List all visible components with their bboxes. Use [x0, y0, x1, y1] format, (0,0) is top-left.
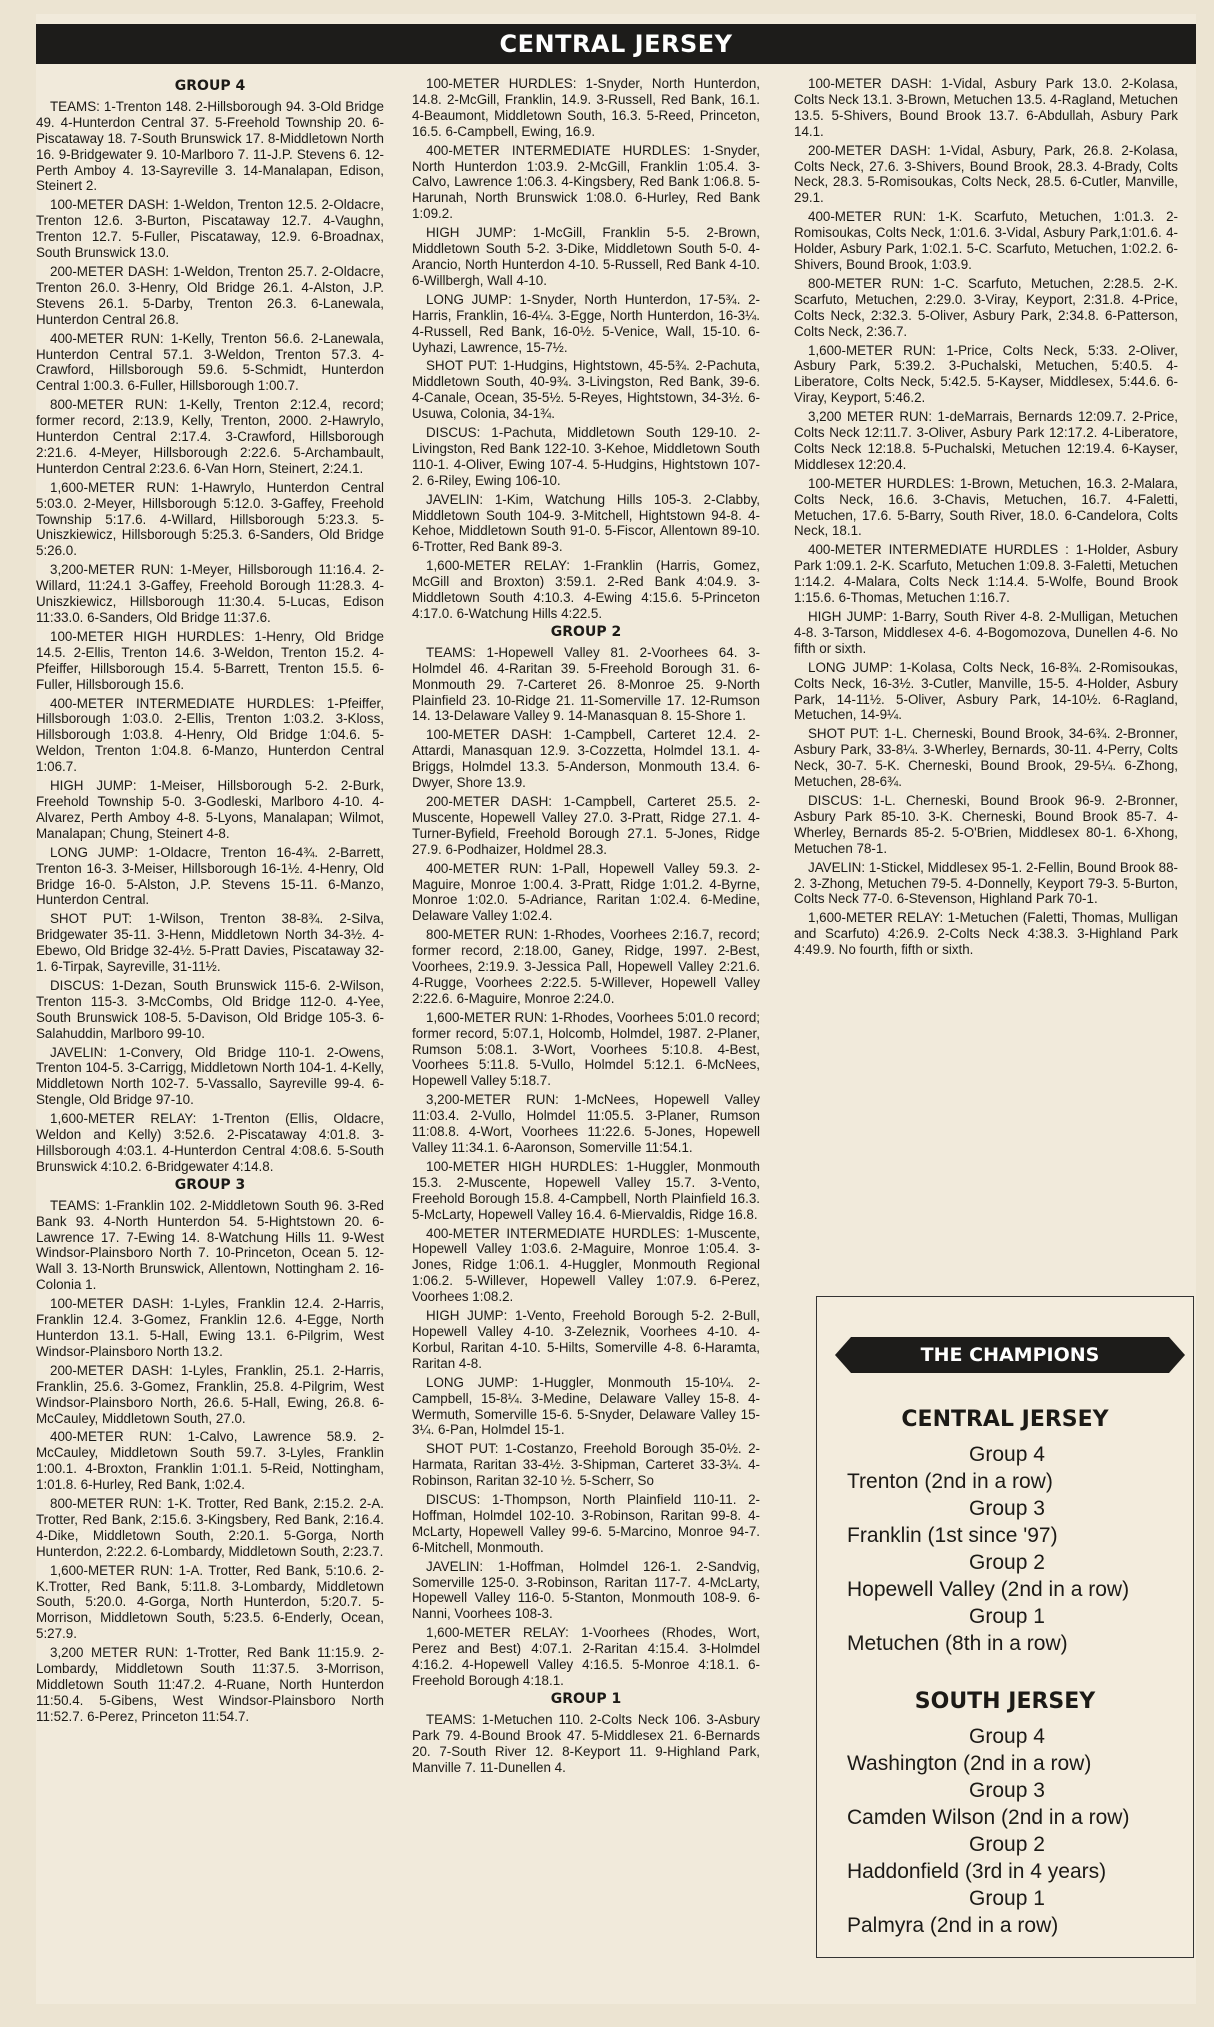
result-paragraph: 1,600-METER RUN: 1-Price, Colts Neck, 5:33. 2-Oliver, Asbury Park, 5:39.2. 3-Puchalski, Metuchen, 5:40.5. 4-Liberatore, Colts Neck, 5:42.5. 5-Kayser, Middlesex, 5:44.6. 6-Viray, Keyport, 5:46.2.: [794, 342, 1178, 406]
result-paragraph: DISCUS: 1-Thompson, North Plainfield 110-11. 2-Hoffman, Holmdel 102-10. 3-Robinson, Raritan 99-8. 4-McLarty, Hopewell Valley 99-6. 5-Marcino, Monroe 94-7. 6-Mitchell, Monmouth.: [412, 1492, 760, 1555]
result-paragraph: JAVELIN: 1-Convery, Old Bridge 110-1. 2-Owens, Trenton 104-5. 3-Carrigg, Middletown North 104-1. 4-Kelly, Middletown North 102-7. 5-Vassallo, Sayreville 99-4. 6-Stengle, Old Bridge 97-10.: [36, 1044, 384, 1108]
result-paragraph: JAVELIN: 1-Hoffman, Holmdel 126-1. 2-Sandvig, Somerville 125-0. 3-Robinson, Raritan 117-7. 4-McLarty, Hopewell Valley 116-0. 5-Stanton, Monmouth 108-9. 6-Nanni, Voorhees 108-3.: [412, 1558, 760, 1622]
result-paragraph: 1,600-METER RELAY: 1-Voorhees (Rhodes, Wort, Perez and Best) 4:07.1. 2-Raritan 4:15.4. 3-Holmdel 4:16.2. 4-Hopewell Valley 4:16.5. 5-Monroe 4:18.1. 6-Freehold Borough 4:18.1.: [412, 1625, 760, 1688]
result-paragraph: LONG JUMP: 1-Oldacre, Trenton 16-4¾. 2-Barrett, Trenton 16-3. 3-Meiser, Hillsborough 16-1½. 4-Henry, Old Bridge 16-0. 5-Alston, J.P. Stevens 15-11. 6-Manzo, Hunterdon Central.: [36, 844, 384, 908]
result-paragraph: 1,600-METER RUN: 1-A. Trotter, Red Bank, 5:10.6. 2-K.Trotter, Red Bank, 5:11.8. 3-Lombardy, Middletown South, 5:20.0. 4-Gorga, North Hunterdon, 5:20.7. 5-Morrison, Middletown South, 5:23.5. 6-Enderly, Ocean, 5:27.9.: [36, 1562, 384, 1642]
result-paragraph: 100-METER DASH: 1-Weldon, Trenton 12.5. 2-Oldacre, Trenton 12.6. 3-Burton, Piscataway 12.7. 4-Vaughn, Trenton 12.7. 5-Fuller, Piscataway, 12.9. 6-Broadnax, South Brunswick 13.0.: [36, 197, 384, 261]
result-paragraph: 400-METER INTERMEDIATE HURDLES : 1-Holder, Asbury Park 1:09.1. 2-K. Scarfuto, Metuchen 1:09.8. 3-Faletti, Metuchen 1:14.2. 4-Malara, Colts Neck 1:14.4. 5-Wolfe, Bound Brook 1:15.6. 6-Thomas, Metuchen 1:16.7.: [794, 542, 1178, 606]
result-paragraph: 3,200-METER RUN: 1-Meyer, Hillsborough 11:16.4. 2-Willard, 11:24.1 3-Gaffey, Freehold Borough 11:28.3. 4-Uniszkiewicz, Hillsborough 11:30.4. 5-Lucas, Edison 11:33.0. 6-Sanders, Old Bridge 11:37.6.: [36, 562, 384, 625]
result-paragraph: 400-METER INTERMEDIATE HURDLES: 1-Muscente, Hopewell Valley 1:03.6. 2-Maguire, Monroe 1:05.4. 3-Jones, Ridge 1:06.1. 4-Huggler, Monmouth Regional 1:06.2. 5-Willever, Hopewell Valley 1:07.9. 6-Perez, Voorhees 1:08.2.: [412, 1225, 760, 1305]
result-paragraph: 800-METER RUN: 1-K. Trotter, Red Bank, 2:15.2. 2-A. Trotter, Red Bank, 2:15.6. 3-Kingsbery, Red Bank, 2:16.4. 4-Dike, Middletown South, 2:20.1. 5-Gorga, North Hunterdon, 2:22.2. 6-Lombardy, Middletown South, 2:23.7.: [36, 1496, 384, 1559]
champions-banner: THE CHAMPIONS: [851, 1337, 1169, 1373]
result-paragraph: 400-METER RUN: 1-Pall, Hopewell Valley 59.3. 2-Maguire, Monroe 1:00.4. 3-Pratt, Ridge 1:01.2. 4-Byrne, Monroe 1:02.0. 5-Adriance, Raritan 1:02.4. 6-Medine, Delaware Valley 1:02.4.: [412, 860, 760, 924]
group-heading: GROUP 3: [174, 1176, 246, 1193]
result-paragraph: TEAMS: 1-Franklin 102. 2-Middletown South 96. 3-Red Bank 93. 4-North Hunterdon 54. 5-Hightstown 20. 6-Lawrence 17. 7-Ewing 14. 8-Watchung Hills 11. 9-West Windsor-Plainsboro North 7. 10-Princeton, Ocean 5. 12-Wall 3. 13-North Brunswick, Allentown, Nottingham 2. 16-Colonia 1.: [36, 1197, 384, 1293]
result-paragraph: 200-METER DASH: 1-Vidal, Asbury, Park, 26.8. 2-Kolasa, Colts Neck, 27.6. 3-Shivers, Bound Brook, 28.3. 4-Brady, Colts Neck, 28.3. 5-Romisoukas, Colts Neck, 28.5. 6-Cutler, Manville, 29.1.: [794, 142, 1178, 206]
result-paragraph: SHOT PUT: 1-Wilson, Trenton 38-8¾. 2-Silva, Bridgewater 35-11. 3-Henn, Middletown North 34-3½. 4-Ebewo, Old Bridge 32-4½. 5-Pratt Davies, Piscataway 32-1. 6-Tirpak, Sayreville, 31-11½.: [36, 911, 384, 975]
champion-group: Group 2: [969, 1833, 1045, 1856]
result-paragraph: 1,600-METER RELAY: 1-Trenton (Ellis, Oldacre, Weldon and Kelly) 3:52.6. 2-Piscataway 4:01.8. 3-Hillsborough 4:03.1. 4-Hunterdon Central 4:08.6. 5-South Brunswick 4:10.2. 6-Bridgewater 4:14.8.: [36, 1111, 384, 1174]
result-paragraph: 100-METER DASH: 1-Vidal, Asbury Park 13.0. 2-Kolasa, Colts Neck 13.1. 3-Brown, Metuchen 13.5. 4-Ragland, Metuchen 13.5. 5-Shivers, Bound Brook 13.7. 6-Abdullah, Asbury Park 14.1.: [794, 76, 1178, 139]
results-column-1: [36, 76, 384, 1728]
result-paragraph: 800-METER RUN: 1-C. Scarfuto, Metuchen, 2:28.5. 2-K. Scarfuto, Metuchen, 2:29.0. 3-Viray, Keyport, 2:31.8. 4-Price, Colts Neck, 2:32.3. 5-Oliver, Asbury Park, 2:34.8. 6-Patterson, Colts Neck, 2:36.7.: [794, 275, 1178, 339]
result-paragraph: TEAMS: 1-Hopewell Valley 81. 2-Voorhees 64. 3-Holmdel 46. 4-Raritan 39. 5-Freehold Borough 31. 6-Monmouth 29. 7-Carteret 26. 8-Monroe 25. 9-North Plainfield 23. 10-Ridge 21. 11-Somerville 17. 12-Rumson 14. 13-Delaware Valley 9. 14-Manasquan 8. 15-Shore 1.: [412, 644, 760, 724]
result-paragraph: HIGH JUMP: 1-McGill, Franklin 5-5. 2-Brown, Middletown South 5-2. 3-Dike, Middletown South 5-0. 4-Arancio, North Hunterdon 4-10. 5-Russell, Red Bank 4-10. 6-Willbergh, Wall 4-10.: [412, 225, 760, 288]
result-paragraph: DISCUS: 1-Dezan, South Brunswick 115-6. 2-Wilson, Trenton 115-3. 3-McCombs, Old Bridge 112-0. 4-Yee, South Brunswick 108-5. 5-Davison, Old Bridge 105-3. 6-Salahuddin, Marlboro 99-10.: [36, 977, 384, 1041]
result-paragraph: TEAMS: 1-Trenton 148. 2-Hillsborough 94. 3-Old Bridge 49. 4-Hunterdon Central 37. 5-Freehold Township 20. 6-Piscataway 18. 7-South Brunswick 17. 8-Middletown North 16. 9-Bridgewater 9. 10-Marlboro 7. 11-J.P. Stevens 6. 12-Perth Amboy 4. 13-Sayreville 3. 14-Manalapan, Edison, Steinert 2.: [36, 98, 384, 194]
result-paragraph: 400-METER RUN: 1-K. Scarfuto, Metuchen, 1:01.3. 2-Romisoukas, Colts Neck, 1:01.6. 3-Vidal, Asbury Park,1:01.6. 4-Holder, Asbury Park, 1:02.1. 5-C. Scarfuto, Metuchen, 1:02.2. 6-Shivers, Bound Brook, 1:03.9.: [794, 209, 1178, 272]
champion-school: Trenton (2nd in a row): [847, 1470, 1053, 1493]
result-paragraph: 200-METER DASH: 1-Campbell, Carteret 25.5. 2-Muscente, Hopewell Valley 27.0. 3-Pratt, Ridge 27.1. 4-Turner-Byfield, Freehold Borough 27.1. 5-Jones, Ridge 27.9. 6-Podhaizer, Holdmel 28.3.: [412, 793, 760, 857]
result-paragraph: 400-METER RUN: 1-Calvo, Lawrence 58.9. 2-McCauley, Middletown South 59.7. 3-Lyles, Franklin 1:00.1. 4-Broxton, Franklin 1:01.1. 5-Reid, Nottingham, 1:01.8. 6-Hurley, Red Bank, 1:02.4.: [36, 1429, 384, 1493]
result-paragraph: 400-METER INTERMEDIATE HURDLES: 1-Snyder, North Hunterdon 1:03.9. 2-McGill, Franklin 1:05.4. 3-Calvo, Lawrence 1:06.3. 4-Kingsbery, Red Bank 1:06.8. 5-Harunah, North Brunswick 1:08.0. 6-Hurley, Red Bank 1:09.2.: [412, 142, 760, 222]
result-paragraph: LONG JUMP: 1-Kolasa, Colts Neck, 16-8¾. 2-Romisoukas, Colts Neck, 16-3½. 3-Cutler, Manville, 15-5. 4-Holder, Asbury Park, 14-11½. 5-Oliver, Asbury Park, 14-10½. 6-Ragland, Metuchen, 14-9¼.: [794, 659, 1178, 723]
champions-list-central: [847, 1441, 1167, 1657]
result-paragraph: LONG JUMP: 1-Snyder, North Hunterdon, 17-5¾. 2-Harris, Franklin, 16-4¼. 3-Egge, North Hunterdon, 16-3¼. 4-Russell, Red Bank, 16-0½. 5-Venice, Wall, 15-10. 6-Uyhazi, Lawrence, 15-7½.: [412, 291, 760, 355]
group-heading: GROUP 4: [174, 78, 246, 94]
champion-school: Hopewell Valley (2nd in a row): [847, 1578, 1130, 1601]
result-paragraph: 1,600-METER RELAY: 1-Franklin (Harris, Gomez, McGill and Broxton) 3:59.1. 2-Red Bank 4:04.9. 3-Middletown South 4:10.3. 4-Ewing 4:15.6. 5-Princeton 4:17.0. 6-Watchung Hills 4:22.5.: [412, 558, 760, 621]
champion-group: Group 3: [969, 1779, 1045, 1802]
result-paragraph: 800-METER RUN: 1-Rhodes, Voorhees 2:16.7, record; former record, 2:18.00, Ganey, Ridge, 1997. 2-Best, Voorhees, 2:19.9. 3-Jessica Pall, Hopewell Valley 2:21.6. 4-Rugge, Voorhees 2:22.5. 5-Willever, Hopewell Valley 2:22.6. 6-Maguire, Monroe 2:24.0.: [412, 927, 760, 1006]
result-paragraph: JAVELIN: 1-Stickel, Middlesex 95-1. 2-Fellin, Bound Brook 88-2. 3-Zhong, Metuchen 79-5. 4-Donnelly, Keyport 79-3. 5-Burton, Colts Neck 77-0. 6-Stevenson, Highland Park 70-1.: [794, 859, 1178, 907]
section-banner: CENTRAL JERSEY: [36, 24, 1196, 64]
result-paragraph: TEAMS: 1-Metuchen 110. 2-Colts Neck 106. 3-Asbury Park 79. 4-Bound Brook 47. 5-Middlesex 21. 6-Bernards 20. 7-South River 12. 8-Keyport 11. 9-Highland Park, Manville 7. 11-Dunellen 4.: [412, 1711, 760, 1775]
group-heading: GROUP 2: [550, 623, 622, 640]
result-paragraph: 100-METER DASH: 1-Lyles, Franklin 12.4. 2-Harris, Franklin 12.4. 3-Gomez, Franklin 12.6. 4-Egge, North Hunterdon 13.1. 5-Hall, Ewing 13.1. 6-Pilgrim, West Windsor-Plainsboro North 13.2.: [36, 1296, 384, 1359]
result-paragraph: 100-METER HIGH HURDLES: 1-Henry, Old Bridge 14.5. 2-Ellis, Trenton 14.6. 3-Weldon, Trenton 15.2. 4-Pfeiffer, Hillsborough 15.4. 5-Barrett, Trenton 15.5. 6-Fuller, Hillsborough 15.6.: [36, 628, 384, 692]
champion-school: Palmyra (2nd in a row): [847, 1914, 1059, 1937]
region-title-south: SOUTH JERSEY: [914, 1689, 1096, 1714]
result-paragraph: 400-METER INTERMEDIATE HURDLES: 1-Pfeiffer, Hillsborough 1:03.0. 2-Ellis, Trenton 1:03.2. 3-Kloss, Hillsborough 1:03.8. 4-Henry, Old Bridge 1:04.6. 5-Weldon, Trenton 1:04.8. 6-Manzo, Hunterdon Central 1:06.7.: [36, 695, 384, 775]
champion-school: Franklin (1st since '97): [847, 1524, 1058, 1547]
result-paragraph: HIGH JUMP: 1-Barry, South River 4-8. 2-Mulligan, Metuchen 4-8. 3-Tarson, Middlesex 4-6. 4-Bogomozova, Dunellen 4-6. No fifth or sixth.: [794, 609, 1178, 656]
result-paragraph: 400-METER RUN: 1-Kelly, Trenton 56.6. 2-Lanewala, Hunterdon Central 57.1. 3-Weldon, Trenton 57.3. 4-Crawford, Hillsborough 59.6. 5-Schmidt, Hunterdon Central 1:00.3. 6-Fuller, Hillsborough 1:00.7.: [36, 330, 384, 394]
result-paragraph: 800-METER RUN: 1-Kelly, Trenton 2:12.4, record; former record, 2:13.9, Kelly, Trenton, 2000. 2-Hawrylo, Hunterdon Central 2:17.4. 3-Crawford, Hillsborough 2:21.6. 4-Meyer, Hillsborough 2:22.6. 5-Archambault, Hunterdon Central 2:23.6. 6-Van Horn, Steinert, 2:24.1.: [36, 397, 384, 476]
result-paragraph: HIGH JUMP: 1-Meiser, Hillsborough 5-2. 2-Burk, Freehold Township 5-0. 3-Godleski, Marlboro 4-10. 4-Alvarez, Perth Amboy 4-8. 5-Lyons, Manalapan; Wilmot, Manalapan; Chung, Steinert 4-8.: [36, 778, 384, 841]
champion-school: Haddonfield (3rd in 4 years): [847, 1860, 1107, 1883]
result-paragraph: JAVELIN: 1-Kim, Watchung Hills 105-3. 2-Clabby, Middletown South 104-9. 3-Mitchell, Hightstown 94-8. 4-Kehoe, Middletown South 91-0. 5-Fiscor, Allentown 89-10. 6-Trotter, Red Bank 89-3.: [412, 491, 760, 555]
champions-box: [816, 1296, 1194, 1958]
result-paragraph: 1,600-METER RELAY: 1-Metuchen (Faletti, Thomas, Mulligan and Scarfuto) 4:26.9. 2-Colts Neck 4:38.3. 3-Highland Park 4:49.9. No fourth, fifth or sixth.: [794, 910, 1178, 958]
result-paragraph: HIGH JUMP: 1-Vento, Freehold Borough 5-2. 2-Bull, Hopewell Valley 4-10. 3-Zeleznik, Voorhees 4-10. 4-Korbul, Raritan 4-10. 5-Hilts, Somerville 4-8. 6-Haramta, Raritan 4-8.: [412, 1308, 760, 1371]
champion-group: Group 1: [969, 1887, 1045, 1910]
region-title-central: CENTRAL JERSEY: [901, 1407, 1109, 1432]
results-column-2: [412, 76, 760, 1778]
result-paragraph: 100-METER DASH: 1-Campbell, Carteret 12.4. 2-Attardi, Manasquan 12.9. 3-Cozzetta, Holmdel 13.1. 4-Briggs, Holmdel 13.3. 5-Anderson, Monmouth 13.4. 6-Dwyer, Shore 13.9.: [412, 727, 760, 791]
group-heading: GROUP 1: [550, 1690, 622, 1707]
champion-group: Group 4: [969, 1443, 1045, 1466]
result-paragraph: 1,600-METER RUN: 1-Rhodes, Voorhees 5:01.0 record; former record, 5:07.1, Holcomb, Holmdel, 1987. 2-Planer, Rumson 5:08.1. 3-Wort, Voorhees 5:10.8. 4-Best, Voorhees 5:11.8. 5-Vullo, Holmdel 5:12.1. 6-McNees, Hopewell Valley 5:18.7.: [412, 1009, 760, 1089]
result-paragraph: SHOT PUT: 1-L. Cherneski, Bound Brook, 34-6¾. 2-Bronner, Asbury Park, 33-8¼. 3-Wherley, Bernards, 30-11. 4-Perry, Colts Neck, 30-7. 5-K. Cherneski, Bound Brook, 29-5¼. 6-Zhong, Metuchen, 28-6¾.: [794, 726, 1178, 790]
champion-group: Group 2: [969, 1551, 1045, 1574]
champion-group: Group 4: [969, 1725, 1045, 1748]
result-paragraph: 3,200 METER RUN: 1-Trotter, Red Bank 11:15.9. 2-Lombardy, Middletown South 11:37.5. 3-Morrison, Middletown South 11:47.2. 4-Ruane, North Hunterdon 11:50.4. 5-Gibens, West Windsor-Plainsboro North 11:52.7. 6-Perez, Princeton 11:54.7.: [36, 1645, 384, 1724]
result-paragraph: 1,600-METER RUN: 1-Hawrylo, Hunterdon Central 5:03.0. 2-Meyer, Hillsborough 5:12.0. 3-Gaffey, Freehold Township 5:17.6. 4-Willard, Hillsborough 5:23.3. 5-Uniszkiewicz, Hillsborough 5:25.3. 6-Sanders, Old Bridge 5:26.0.: [36, 479, 384, 559]
champion-group: Group 3: [969, 1497, 1045, 1520]
champion-group: Group 1: [969, 1605, 1045, 1628]
result-paragraph: 200-METER DASH: 1-Weldon, Trenton 25.7. 2-Oldacre, Trenton 26.0. 3-Henry, Old Bridge 26.1. 4-Alston, J.P. Stevens 26.1. 5-Darby, Trenton 26.3. 6-Lanewala, Hunterdon Central 26.8.: [36, 263, 384, 327]
result-paragraph: DISCUS: 1-Pachuta, Middletown South 129-10. 2-Livingston, Red Bank 122-10. 3-Kehoe, Middletown South 110-1. 4-Oliver, Ewing 107-4. 5-Hudgins, Hightstown 107-2. 6-Riley, Ewing 106-10.: [412, 425, 760, 488]
result-paragraph: 100-METER HURDLES: 1-Brown, Metuchen, 16.3. 2-Malara, Colts Neck, 16.6. 3-Chavis, Metuchen, 16.7. 4-Faletti, Metuchen, 17.6. 5-Barry, South River, 18.0. 6-Candelora, Colts Neck, 18.1.: [794, 475, 1178, 539]
results-column-3: [794, 76, 1178, 961]
result-paragraph: 100-METER HURDLES: 1-Snyder, North Hunterdon, 14.8. 2-McGill, Franklin, 14.9. 3-Russell, Red Bank, 16.1. 4-Beaumont, Middletown South, 16.3. 5-Reed, Princeton, 16.5. 6-Campbell, Ewing, 16.9.: [412, 76, 760, 139]
result-paragraph: 3,200-METER RUN: 1-McNees, Hopewell Valley 11:03.4. 2-Vullo, Holmdel 11:05.5. 3-Planer, Rumson 11:08.8. 4-Wort, Voorhees 11:22.6. 5-Jones, Hopewell Valley 11:34.1. 6-Aaronson, Somerville 11:54.1.: [412, 1092, 760, 1155]
newspaper-page: [36, 14, 1196, 2004]
result-paragraph: 3,200 METER RUN: 1-deMarrais, Bernards 12:09.7. 2-Price, Colts Neck 12:11.7. 3-Oliver, Asbury Park 12:17.2. 4-Liberatore, Colts Neck 12:18.8. 5-Puchalski, Metuchen 12:19.4. 6-Kayser, Middlesex 12:20.4.: [794, 409, 1178, 472]
champions-list-south: [847, 1723, 1167, 1939]
champion-school: Metuchen (8th in a row): [847, 1632, 1068, 1655]
result-paragraph: SHOT PUT: 1-Costanzo, Freehold Borough 35-0½. 2-Harmata, Raritan 33-4½. 3-Shipman, Carteret 33-3¼. 4-Robinson, Raritan 32-10 ½. 5-Scherr, So: [412, 1441, 760, 1489]
result-paragraph: DISCUS: 1-L. Cherneski, Bound Brook 96-9. 2-Bronner, Asbury Park 85-10. 3-K. Cherneski, Bound Brook 85-7. 4-Wherley, Bernards 85-2. 5-O'Brien, Middlesex 80-1. 6-Xhong, Metuchen 78-1.: [794, 792, 1178, 856]
champion-school: Camden Wilson (2nd in a row): [847, 1806, 1130, 1829]
result-paragraph: LONG JUMP: 1-Huggler, Monmouth 15-10¼. 2-Campbell, 15-8¼. 3-Medine, Delaware Valley 15-8. 4-Wermuth, Somerville 15-6. 5-Snyder, Delaware Valley 15-3¼. 6-Pan, Holmdel 15-1.: [412, 1374, 760, 1438]
result-paragraph: SHOT PUT: 1-Hudgins, Hightstown, 45-5¾. 2-Pachuta, Middletown South, 40-9¾. 3-Livingston, Red Bank, 39-6. 4-Canale, Ocean, 35-5½. 5-Reyes, Hightstown, 34-3½. 6-Usuwa, Colonia, 34-1¾.: [412, 358, 760, 422]
champion-school: Washington (2nd in a row): [847, 1752, 1092, 1775]
result-paragraph: 200-METER DASH: 1-Lyles, Franklin, 25.1. 2-Harris, Franklin, 25.6. 3-Gomez, Franklin, 25.8. 4-Pilgrim, West Windsor-Plainsboro North, 26.6. 5-Hall, Ewing, 26.8. 6-McCauley, Middletown South, 27.0.: [36, 1362, 384, 1426]
result-paragraph: 100-METER HIGH HURDLES: 1-Huggler, Monmouth 15.3. 2-Muscente, Hopewell Valley 15.7. 3-Vento, Freehold Borough 15.8. 4-Campbell, North Plainfield 16.3. 5-McLarty, Hopewell Valley 16.4. 6-Miervaldis, Ridge 16.8.: [412, 1158, 760, 1222]
